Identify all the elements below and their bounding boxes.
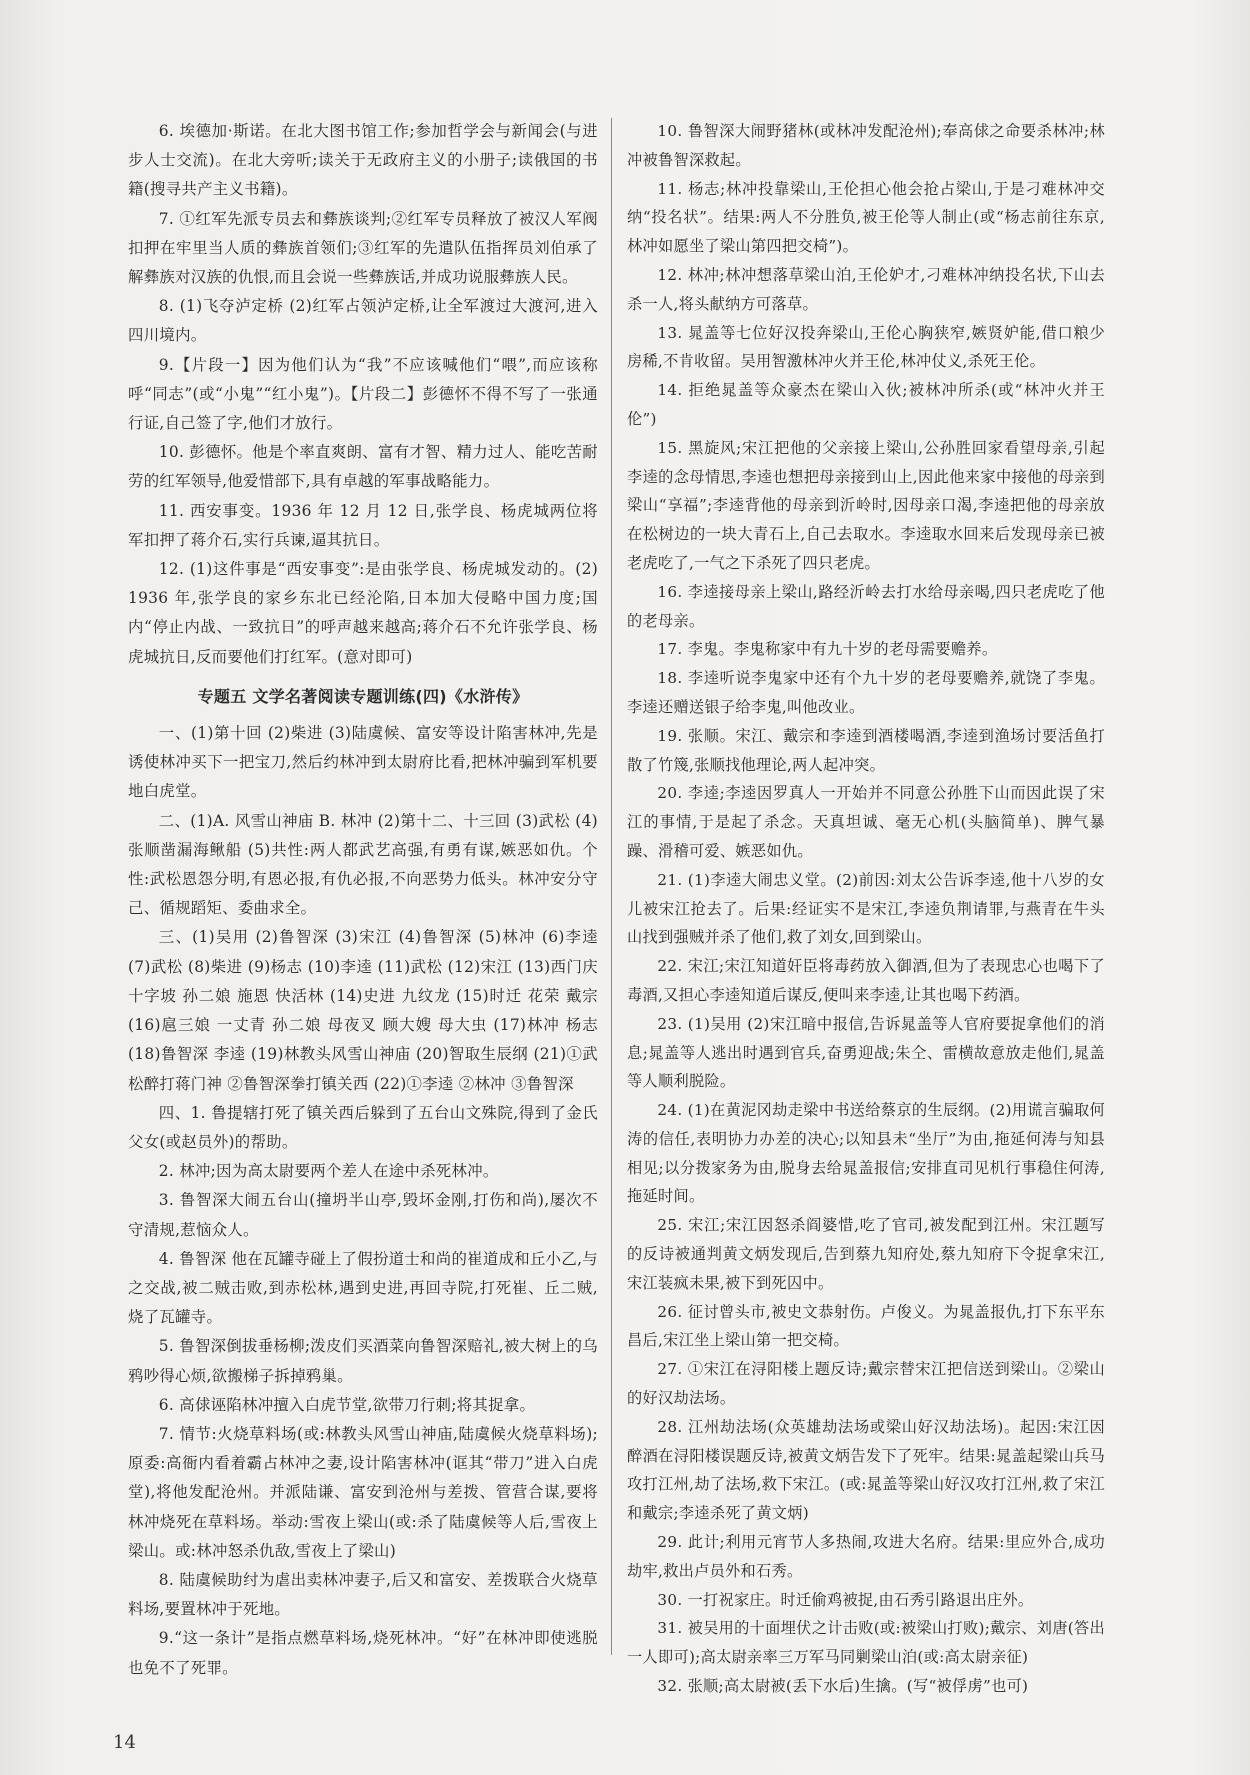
- answer-item: 9.【片段一】因为他们认为“我”不应该喊他们“喂”,而应该称呼“同志”(或“小鬼”“红小鬼”)。【片段二】彭德怀不得不写了一张通行证,自己签了字,他们才放行。: [128, 355, 598, 433]
- column-divider: [611, 118, 612, 1655]
- answer-item: 16. 李逵接母亲上梁山,路经沂岭去打水给母亲喝,四只老虎吃了他的老母亲。: [627, 582, 1105, 630]
- answer-item: 7. ①红军先派专员去和彝族谈判;②红军专员释放了被汉人军阀扣押在牢里当人质的彝族首领们;③红军的先遣队伍指挥员刘伯承了解彝族对汉族的仇恨,而且会说一些彝族话,并成功说服彝族人民。: [128, 209, 598, 287]
- answer-item: 3. 鲁智深大闹五台山(撞坍半山亭,毁坏金刚,打伤和尚),屡次不守清规,惹恼众人。: [128, 1191, 598, 1239]
- page-number: 14: [113, 1732, 136, 1753]
- answer-item: 15. 黑旋风;宋江把他的父亲接上梁山,公孙胜回家看望母亲,引起李逵的念母情思,李逵也想把母亲接到山上,因此他来家中接他的母亲到梁山“享福”;李逵背他的母亲到沂岭时,因母亲口渴,李逵把他的母亲放在松树边的一块大青石上,自己去取水。李逵取水回来后发现母亲已被老虎吃了,一气之下杀死了四只老虎。: [627, 438, 1105, 572]
- answer-item: 20. 李逵;李逵因罗真人一开始并不同意公孙胜下山而因此误了宋江的事情,于是起了杀念。天真坦诚、毫无心机(头脑简单)、脾气暴躁、滑稽可爱、嫉恶如仇。: [627, 784, 1105, 860]
- answer-item: 8. (1)飞夺泸定桥 (2)红军占领泸定桥,让全军渡过大渡河,进入四川境内。: [128, 297, 598, 345]
- answer-item: 23. (1)吴用 (2)宋江暗中报信,告诉晁盖等人官府要捉拿他们的消息;晁盖等人逃出时遇到官兵,奋勇迎战;朱仝、雷横故意放走他们,晁盖等人顺利脱险。: [627, 1014, 1105, 1091]
- answer-item: 四、1. 鲁提辖打死了镇关西后躲到了五台山文殊院,得到了金氏父女(或赵员外)的帮助。: [128, 1103, 598, 1151]
- answer-item: 24. (1)在黄泥冈劫走梁中书送给蔡京的生辰纲。(2)用谎言骗取何涛的信任,表明协力办差的决心;以知县未“坐厅”为由,拖延何涛与知县相见;以分拨家务为由,脱身去给晁盖报信;安排直司见机行事稳住何涛,拖延时间。: [627, 1101, 1105, 1206]
- answer-item: 32. 张顺;高太尉被(丢下水后)生擒。(写“被俘虏”也可): [657, 1677, 1029, 1696]
- answer-item: 11. 西安事变。1936 年 12 月 12 日,张学良、杨虎城两位将军扣押了蒋介石,实行兵谏,逼其抗日。: [128, 501, 598, 549]
- right-column: [627, 117, 1105, 1701]
- answer-item: 27. ①宋江在浔阳楼上题反诗;戴宗替宋江把信送到梁山。②梁山的好汉劫法场。: [627, 1360, 1105, 1408]
- answer-item: 4. 鲁智深 他在瓦罐寺碰上了假扮道士和尚的崔道成和丘小乙,与之交战,被二贼击败,到赤松林,遇到史进,再回寺院,打死崔、丘二贼,烧了瓦罐寺。: [128, 1249, 598, 1327]
- section-heading: 专题五 文学名著阅读专题训练(四)《水浒传》: [197, 686, 529, 706]
- answer-item: 26. 征讨曾头市,被史文恭射伤。卢俊义。为晁盖报仇,打下东平东昌后,宋江坐上梁山第一把交椅。: [627, 1302, 1105, 1350]
- answer-item: 9.“这一条计”是指点燃草料场,烧死林冲。“好”在林冲即使逃脱也免不了死罪。: [128, 1629, 598, 1677]
- answer-item: 10. 彭德怀。他是个率直爽朗、富有才智、精力过人、能吃苦耐劳的红军领导,他爱惜部下,具有卓越的军事战略能力。: [128, 443, 598, 491]
- answer-item: 8. 陆虞候助纣为虐出卖林冲妻子,后又和富安、差拨联合火烧草料场,要置林冲于死地。: [128, 1570, 598, 1619]
- answer-item: 2. 林冲;因为高太尉要两个差人在途中杀死林冲。: [158, 1162, 499, 1181]
- answer-item: 28. 江州劫法场(众英雄劫法场或梁山好汉劫法场)。起因:宋江因醉酒在浔阳楼误题反诗,被黄文炳告发下了死牢。结果:晁盖起梁山兵马攻打江州,劫了法场,救下宋江。(或:晁盖等梁山好汉攻打江州,救了宋江和戴宗;李逵杀死了黄文炳): [627, 1417, 1105, 1523]
- answer-item: 二、(1)A. 风雪山神庙 B. 林冲 (2)第十二、十三回 (3)武松 (4)张顺凿漏海鳅船 (5)共性:两人都武艺高强,有勇有谋,嫉恶如仇。个性:武松恩怨分明,有恩必报,有仇必报,不向恶势力低头。林冲安分守己、循规蹈矩、委曲求全。: [128, 811, 598, 918]
- answer-item: 21. (1)李逵大闹忠义堂。(2)前因:刘太公告诉李逵,他十八岁的女儿被宋江抢去了。后果:经证实不是宋江,李逵负荆请罪,与燕青在牛头山找到强贼并杀了他们,救了刘女,回到梁山。: [627, 870, 1105, 947]
- answer-item: 18. 李逵听说李鬼家中还有个九十岁的老母要赡养,就饶了李鬼。李逵还赠送银子给李鬼,叫他改业。: [627, 669, 1105, 716]
- answer-item: 29. 此计;利用元宵节人多热闹,攻进大名府。结果:里应外合,成功劫牢,救出卢员外和石秀。: [627, 1533, 1105, 1580]
- answer-item: 12. 林冲;林冲想落草梁山泊,王伦妒才,刁难林冲纳投名状,下山去杀一人,将头献纳方可落草。: [627, 265, 1105, 313]
- left-column: [128, 117, 598, 1683]
- answer-item: 三、(1)吴用 (2)鲁智深 (3)宋江 (4)鲁智深 (5)林冲 (6)李逵 (7)武松 (8)柴进 (9)杨志 (10)李逵 (11)武松 (12)宋江 (13)西门庆 十字坡 孙二娘 施恩 快活林 (14)史进 九纹龙 (15)时迁 花荣 戴宗 (16)扈三娘 一丈青 孙二娘 母夜叉 顾大嫂 母大虫 (17)林冲 杨志 (18)鲁智深 李逵 (19)林教头风雪山神庙 (20)智取生辰纲 (21)①武松醉打蒋门神 ②鲁智深拳打镇关西 (22)①李逵 ②林冲 ③鲁智深: [128, 928, 598, 1093]
- answer-item: 22. 宋江;宋江知道奸臣将毒药放入御酒,但为了表现忠心也喝下了毒酒,又担心李逵知道后谋反,便叫来李逵,让其也喝下药酒。: [627, 957, 1105, 1004]
- answer-item: 25. 宋江;宋江因怒杀阎婆惜,吃了官司,被发配到江州。宋江题写的反诗被通判黄文炳发现后,告到蔡九知府处,蔡九知府下令捉拿宋江,宋江装疯未果,被下到死囚中。: [627, 1216, 1105, 1292]
- answer-item: 6. 高俅诬陷林冲擅入白虎节堂,欲带刀行刺;将其捉拿。: [158, 1395, 536, 1414]
- answer-item: 10. 鲁智深大闹野猪林(或林冲发配沧州);奉高俅之命要杀林冲;林冲被鲁智深救起。: [627, 122, 1105, 169]
- answer-item: 11. 杨志;林冲投靠梁山,王伦担心他会抢占梁山,于是刁难林冲交纳“投名状”。结果:两人不分胜负,被王伦等人制止(或“杨志前往东京,林冲如愿坐了梁山第四把交椅”)。: [627, 179, 1105, 256]
- answer-item: 7. 情节:火烧草料场(或:林教头风雪山神庙,陆虞候火烧草料场);原委:高衙内看着霸占林冲之妻,设计陷害林冲(诓其“带刀”进入白虎堂),将他发配沧州。并派陆谦、富安到沧州与差拨、管营合谋,要将林冲烧死在草料场。举动:雪夜上梁山(或:杀了陆虞候等人后,雪夜上梁山。或:林冲怒杀仇敌,雪夜上了梁山): [128, 1424, 598, 1560]
- answer-item: 一、(1)第十回 (2)柴进 (3)陆虞候、富安等设计陷害林冲,先是诱使林冲买下一把宝刀,然后约林冲到太尉府比看,把林冲骗到军机要地白虎堂。: [128, 724, 598, 801]
- answer-item: 12. (1)这件事是“西安事变”:是由张学良、杨虎城发动的。(2) 1936 年,张学良的家乡东北已经沦陷,日本加大侵略中国力度;国内“停止内战、一致抗日”的呼声越来越高;蒋介石不允许张学良、杨虎城抗日,反而要他们打红军。(意对即可): [128, 560, 598, 666]
- answer-item: 14. 拒绝晁盖等众豪杰在梁山入伙;被林冲所杀(或“林冲火并王伦”): [627, 381, 1105, 428]
- answer-item: 31. 被吴用的十面埋伏之计击败(或:被梁山打败);戴宗、刘唐(答出一人即可);高太尉亲率三万军马同剿梁山泊(或:高太尉亲征): [627, 1619, 1105, 1667]
- answer-item: 19. 张顺。宋江、戴宗和李逵到酒楼喝酒,李逵到渔场讨要活鱼打散了竹篾,张顺找他理论,两人起冲突。: [627, 726, 1105, 774]
- answer-item: 5. 鲁智深倒拔垂杨柳;泼皮们买酒菜向鲁智深赔礼,被大树上的乌鸦吵得心烦,欲搬梯子拆掉鸦巢。: [128, 1337, 598, 1385]
- answer-item: 30. 一打祝家庄。时迁偷鸡被捉,由石秀引路退出庄外。: [657, 1590, 1034, 1609]
- answer-item: 13. 晁盖等七位好汉投奔梁山,王伦心胸狭窄,嫉贤妒能,借口粮少房稀,不肯收留。吴用智激林冲火并王伦,林冲仗义,杀死王伦。: [627, 323, 1105, 371]
- answer-item: 6. 埃德加·斯诺。在北大图书馆工作;参加哲学会与新闻会(与进步人士交流)。在北大旁听;读关于无政府主义的小册子;读俄国的书籍(搜寻共产主义书籍)。: [128, 122, 598, 199]
- answer-item: 17. 李鬼。李鬼称家中有九十岁的老母需要赡养。: [657, 640, 998, 659]
